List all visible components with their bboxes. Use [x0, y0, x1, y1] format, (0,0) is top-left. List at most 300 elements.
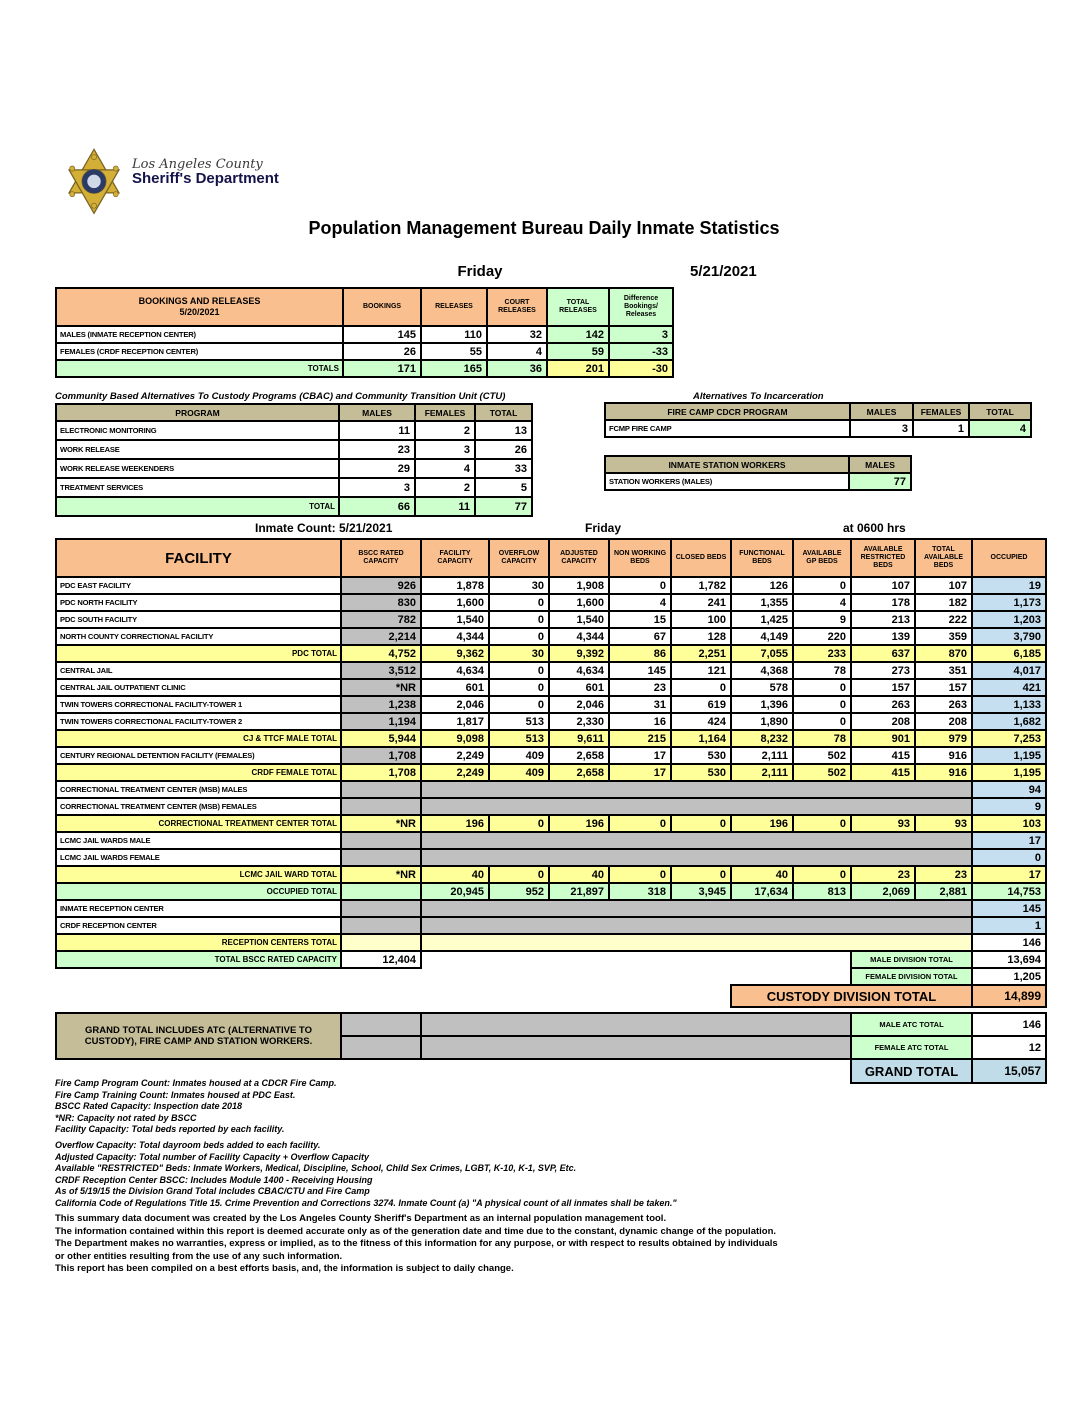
- facility-cell: 13,694: [972, 951, 1046, 968]
- facility-cell: 0: [609, 815, 671, 832]
- facility-row: [56, 781, 1046, 798]
- facility-cell: 359: [915, 628, 972, 645]
- facility-cell: 0: [671, 866, 731, 883]
- facility-cell: 1,195: [972, 747, 1046, 764]
- facility-cell: 0: [489, 679, 549, 696]
- bookings-header-title: BOOKINGS AND RELEASES: [138, 296, 261, 306]
- facility-cell: 0: [489, 815, 549, 832]
- facility-row-label: CJ & TTCF MALE TOTAL: [56, 730, 341, 747]
- facility-cell: 7,253: [972, 730, 1046, 747]
- facility-cell: [341, 917, 421, 934]
- facility-cell: 0: [609, 577, 671, 594]
- facility-cell: [341, 883, 421, 900]
- facility-cell: 67: [609, 628, 671, 645]
- inmate-count-label: Inmate Count: 5/21/2021: [255, 521, 393, 535]
- cell: 110: [421, 326, 487, 343]
- col-available-restricted-beds: AVAILABLE RESTRICTED BEDS: [851, 539, 915, 577]
- facility-cell: 1,194: [341, 713, 421, 730]
- footnote-line: Facility Capacity: Total beds reported by each facility.: [55, 1124, 285, 1134]
- facility-cell: [421, 900, 972, 917]
- facility-cell: 145: [609, 662, 671, 679]
- cell: 3: [850, 420, 913, 437]
- cbac-table: [55, 403, 533, 517]
- footnote-line: *NR: Capacity not rated by BSCC: [55, 1112, 197, 1123]
- col-total: TOTAL: [475, 404, 532, 421]
- facility-row: [56, 917, 1046, 934]
- cell: 171: [343, 360, 421, 377]
- facility-cell: 23: [609, 679, 671, 696]
- col-available-gp-beds: AVAILABLE GP BEDS: [793, 539, 851, 577]
- facility-row-label: PDC EAST FACILITY: [56, 577, 341, 594]
- facility-cell: 21,897: [549, 883, 609, 900]
- facility-cell: [421, 781, 972, 798]
- facility-cell: 2,881: [915, 883, 972, 900]
- facility-cell: *NR: [341, 815, 421, 832]
- facility-cell: 409: [489, 764, 549, 781]
- cell: 36: [487, 360, 547, 377]
- facility-cell: 813: [793, 883, 851, 900]
- facility-cell: 4: [609, 594, 671, 611]
- facility-cell: 139: [851, 628, 915, 645]
- footnotes-group-1: [55, 1078, 337, 1136]
- col-functional-beds: FUNCTIONAL BEDS: [731, 539, 793, 577]
- col-males: MALES: [850, 403, 913, 420]
- facility-row-label: CORRECTIONAL TREATMENT CENTER (MSB) FEMALES: [56, 798, 341, 815]
- facility-row-label: PDC TOTAL: [56, 645, 341, 662]
- facility-row-label: NORTH COUNTY CORRECTIONAL FACILITY: [56, 628, 341, 645]
- male-atc-total-value: 146: [972, 1013, 1046, 1036]
- facility-cell: 530: [671, 747, 731, 764]
- division-total-label: MALE DIVISION TOTAL: [851, 951, 972, 968]
- facility-cell: 157: [915, 679, 972, 696]
- facility-cell: 9,611: [549, 730, 609, 747]
- col-adjusted-capacity: ADJUSTED CAPACITY: [549, 539, 609, 577]
- agency-logo-block: [62, 146, 279, 218]
- facility-cell: 415: [851, 764, 915, 781]
- facility-cell: 16: [609, 713, 671, 730]
- facility-row: [56, 679, 1046, 696]
- facility-cell: [421, 951, 851, 968]
- cell: 165: [421, 360, 487, 377]
- cell: 4: [415, 459, 475, 478]
- col-bscc-rated-capacity: BSCC RATED CAPACITY: [341, 539, 421, 577]
- facility-cell: 1,205: [972, 968, 1046, 985]
- footnote-line: Available "RESTRICTED" Beds: Inmate Workers, Medical, Discipline, School, Child Sex Crimes, LGBT, K-10, K-1, SVP, Etc.: [55, 1163, 577, 1173]
- facility-cell: 14,899: [972, 985, 1046, 1007]
- facility-cell: 93: [851, 815, 915, 832]
- facility-row: [56, 696, 1046, 713]
- grand-total-block: [55, 1012, 1047, 1084]
- facility-row-label: CORRECTIONAL TREATMENT CENTER TOTAL: [56, 815, 341, 832]
- cbac-row: [56, 478, 532, 497]
- disclaimer-line: or other entities resulting from the use of any such information.: [55, 1250, 343, 1262]
- facility-cell: *NR: [341, 679, 421, 696]
- facility-cell: 1,708: [341, 747, 421, 764]
- facility-cell: 86: [609, 645, 671, 662]
- facility-cell: 208: [915, 713, 972, 730]
- col-overflow-capacity: OVERFLOW CAPACITY: [489, 539, 549, 577]
- facility-cell: 31: [609, 696, 671, 713]
- footnotes-group-2: [55, 1140, 677, 1209]
- facility-cell: 870: [915, 645, 972, 662]
- footnote-line: BSCC Rated Capacity: Inspection date 2018: [55, 1101, 243, 1111]
- bookings-row-males: [56, 326, 673, 343]
- facility-cell: 979: [915, 730, 972, 747]
- facility-cell: 17: [972, 866, 1046, 883]
- facility-cell: 1,425: [731, 611, 793, 628]
- facility-cell: 23: [915, 866, 972, 883]
- cbac-row: [56, 440, 532, 459]
- cell: 26: [475, 440, 532, 459]
- facility-row-label: TWIN TOWERS CORRECTIONAL FACILITY-TOWER 2: [56, 713, 341, 730]
- facility-cell: 2,658: [549, 764, 609, 781]
- report-day: Friday: [457, 263, 503, 280]
- facility-cell: [341, 832, 421, 849]
- disclaimer-line: This summary data document was created by the Los Angeles County Sheriff's Department as an internal population management tool.: [55, 1213, 667, 1224]
- facility-cell: 0: [793, 713, 851, 730]
- row-label: WORK RELEASE WEEKENDERS: [56, 459, 339, 478]
- disclaimer-line: This report has been compiled on a best efforts basis, and, the information is subject to daily change.: [55, 1263, 514, 1274]
- sheriff-star-badge-icon: [62, 146, 126, 218]
- facility-cell: [56, 985, 731, 1007]
- facility-cell: 103: [972, 815, 1046, 832]
- col-total-available-beds: TOTAL AVAILABLE BEDS: [915, 539, 972, 577]
- facility-row: [56, 985, 1046, 1007]
- station-workers-table: [604, 455, 912, 491]
- facility-row-label: CRDF RECEPTION CENTER: [56, 917, 341, 934]
- facility-cell: 1,682: [972, 713, 1046, 730]
- facility-cell: 9,392: [549, 645, 609, 662]
- col-non-working-beds: NON WORKING BEDS: [609, 539, 671, 577]
- male-atc-total-label: MALE ATC TOTAL: [851, 1013, 972, 1036]
- col-males: MALES: [339, 404, 415, 421]
- row-label: TREATMENT SERVICES: [56, 478, 339, 497]
- facility-cell: 23: [851, 866, 915, 883]
- col-females: FEMALES: [913, 403, 969, 420]
- facility-cell: 1: [972, 917, 1046, 934]
- col-males: MALES: [849, 456, 911, 473]
- facility-cell: 4,752: [341, 645, 421, 662]
- facility-row: [56, 645, 1046, 662]
- facility-cell: 2,249: [421, 764, 489, 781]
- facility-row-label: TWIN TOWERS CORRECTIONAL FACILITY-TOWER 1: [56, 696, 341, 713]
- bookings-releases-table: [55, 287, 674, 378]
- spacer-cell: [421, 1013, 851, 1036]
- station-workers-row: [605, 473, 911, 490]
- facility-cell: 0: [793, 866, 851, 883]
- facility-cell: 0: [793, 815, 851, 832]
- facility-row: [56, 849, 1046, 866]
- facility-cell: 0: [793, 679, 851, 696]
- cell: 201: [547, 360, 609, 377]
- facility-row: [56, 713, 1046, 730]
- facility-cell: 12,404: [341, 951, 421, 968]
- facility-cell: 107: [915, 577, 972, 594]
- col-court-releases: COURT RELEASES: [487, 288, 547, 326]
- fire-camp-table: [604, 402, 1032, 438]
- facility-cell: 0: [489, 628, 549, 645]
- facility-row-label: CENTRAL JAIL OUTPATIENT CLINIC: [56, 679, 341, 696]
- footnote-line: CRDF Reception Center BSCC: Includes Module 1400 - Receiving Housing: [55, 1174, 373, 1185]
- facility-cell: 8,232: [731, 730, 793, 747]
- cell: 77: [849, 473, 911, 490]
- cell: 3: [339, 478, 415, 497]
- facility-cell: 2,069: [851, 883, 915, 900]
- facility-cell: 916: [915, 764, 972, 781]
- facility-statistics-table: [55, 538, 1047, 1008]
- cell: 3: [415, 440, 475, 459]
- facility-row: [56, 798, 1046, 815]
- facility-cell: [421, 917, 972, 934]
- cell: 3: [609, 326, 673, 343]
- cell: 145: [343, 326, 421, 343]
- facility-cell: 1,540: [549, 611, 609, 628]
- facility-cell: 1,396: [731, 696, 793, 713]
- facility-cell: 1,355: [731, 594, 793, 611]
- facility-cell: [341, 934, 421, 951]
- cbac-totals-row: [56, 497, 532, 516]
- col-occupied: OCCUPIED: [972, 539, 1046, 577]
- facility-cell: 351: [915, 662, 972, 679]
- facility-row-label: CENTRAL JAIL: [56, 662, 341, 679]
- facility-row-label: CRDF FEMALE TOTAL: [56, 764, 341, 781]
- facility-cell: 1,133: [972, 696, 1046, 713]
- facility-cell: 1,782: [671, 577, 731, 594]
- facility-row-label: PDC NORTH FACILITY: [56, 594, 341, 611]
- facility-cell: 213: [851, 611, 915, 628]
- facility-cell: [421, 798, 972, 815]
- facility-cell: 121: [671, 662, 731, 679]
- cell: 2: [415, 478, 475, 497]
- cell: 66: [339, 497, 415, 516]
- facility-cell: 513: [489, 730, 549, 747]
- facility-cell: 0: [972, 849, 1046, 866]
- facility-cell: 7,055: [731, 645, 793, 662]
- facility-cell: 318: [609, 883, 671, 900]
- facility-row-label: LCMC JAIL WARDS FEMALE: [56, 849, 341, 866]
- facility-cell: 916: [915, 747, 972, 764]
- cbac-row: [56, 421, 532, 440]
- facility-row: [56, 611, 1046, 628]
- spacer-cell: [341, 1036, 421, 1059]
- cell: 26: [343, 343, 421, 360]
- cbac-row: [56, 459, 532, 478]
- footnote-line: Fire Camp Program Count: Inmates housed at a CDCR Fire Camp.: [55, 1078, 337, 1088]
- facility-cell: [341, 900, 421, 917]
- disclaimer: [55, 1213, 778, 1276]
- facility-cell: [56, 968, 851, 985]
- facility-cell: 502: [793, 764, 851, 781]
- facility-row-label: CORRECTIONAL TREATMENT CENTER (MSB) MALES: [56, 781, 341, 798]
- facility-row: [56, 866, 1046, 883]
- col-total-releases: TOTAL RELEASES: [547, 288, 609, 326]
- facility-cell: 17,634: [731, 883, 793, 900]
- facility-row: [56, 968, 1046, 985]
- facility-row-label: LCMC JAIL WARD TOTAL: [56, 866, 341, 883]
- facility-cell: 208: [851, 713, 915, 730]
- facility-row-label: RECEPTION CENTERS TOTAL: [56, 934, 341, 951]
- facility-cell: 94: [972, 781, 1046, 798]
- facility-cell: 9: [793, 611, 851, 628]
- facility-cell: 3,945: [671, 883, 731, 900]
- facility-cell: 782: [341, 611, 421, 628]
- facility-cell: 2,330: [549, 713, 609, 730]
- facility-row: [56, 934, 1046, 951]
- facility-cell: 2,046: [421, 696, 489, 713]
- facility-cell: 40: [731, 866, 793, 883]
- facility-cell: 2,249: [421, 747, 489, 764]
- facility-cell: 1,708: [341, 764, 421, 781]
- facility-cell: 182: [915, 594, 972, 611]
- facility-cell: 9,362: [421, 645, 489, 662]
- facility-row: [56, 730, 1046, 747]
- footnote-line: Adjusted Capacity: Total number of Facility Capacity + Overflow Capacity: [55, 1151, 369, 1162]
- totals-label: TOTALS: [56, 360, 343, 377]
- facility-row: [56, 628, 1046, 645]
- footnote-line: Overflow Capacity: Total dayroom beds added to each facility.: [55, 1140, 321, 1150]
- facility-cell: 196: [421, 815, 489, 832]
- cell: 23: [339, 440, 415, 459]
- cell: 11: [415, 497, 475, 516]
- facility-cell: [341, 798, 421, 815]
- facility-cell: 415: [851, 747, 915, 764]
- facility-cell: 619: [671, 696, 731, 713]
- facility-row: [56, 764, 1046, 781]
- facility-cell: 146: [972, 934, 1046, 951]
- facility-cell: 2,214: [341, 628, 421, 645]
- facility-cell: 4,149: [731, 628, 793, 645]
- facility-cell: 5,944: [341, 730, 421, 747]
- inmate-count-day: Friday: [585, 521, 622, 535]
- footnote-line: As of 5/19/15 the Division Grand Total includes CBAC/CTU and Fire Camp: [55, 1186, 370, 1196]
- facility-cell: 263: [851, 696, 915, 713]
- facility-cell: 0: [489, 866, 549, 883]
- facility-cell: 196: [731, 815, 793, 832]
- cell: 1: [913, 420, 969, 437]
- facility-cell: 241: [671, 594, 731, 611]
- facility-cell: 1,203: [972, 611, 1046, 628]
- facility-cell: 6,185: [972, 645, 1046, 662]
- grand-total-value: 15,057: [972, 1059, 1046, 1083]
- cell: -30: [609, 360, 673, 377]
- grand-block-row: [56, 1013, 1046, 1036]
- facility-row: [56, 951, 1046, 968]
- facility-cell: 40: [421, 866, 489, 883]
- spacer-cell: [421, 1036, 851, 1059]
- facility-cell: 601: [421, 679, 489, 696]
- facility-cell: [421, 934, 972, 951]
- facility-cell: 637: [851, 645, 915, 662]
- facility-cell: 502: [793, 747, 851, 764]
- facility-cell: 1,173: [972, 594, 1046, 611]
- facility-cell: 19: [972, 577, 1046, 594]
- cell: 59: [547, 343, 609, 360]
- facility-row: [56, 662, 1046, 679]
- division-total-label: FEMALE DIVISION TOTAL: [851, 968, 972, 985]
- facility-cell: 9: [972, 798, 1046, 815]
- bookings-totals-row: [56, 360, 673, 377]
- inmate-count-time: at 0600 hrs: [843, 521, 906, 535]
- facility-row-label: LCMC JAIL WARDS MALE: [56, 832, 341, 849]
- facility-cell: 17: [972, 832, 1046, 849]
- facility-cell: [341, 849, 421, 866]
- facility-cell: 0: [489, 696, 549, 713]
- cell: 4: [969, 420, 1031, 437]
- bookings-row-females: [56, 343, 673, 360]
- facility-row-label: PDC SOUTH FACILITY: [56, 611, 341, 628]
- facility-cell: 20,945: [421, 883, 489, 900]
- fire-camp-row: [605, 420, 1031, 437]
- facility-cell: 3,790: [972, 628, 1046, 645]
- facility-cell: 2,111: [731, 764, 793, 781]
- facility-row: [56, 747, 1046, 764]
- facility-cell: 1,600: [421, 594, 489, 611]
- facility-cell: 2,658: [549, 747, 609, 764]
- cell: 11: [339, 421, 415, 440]
- cell: 5: [475, 478, 532, 497]
- facility-row-label: OCCUPIED TOTAL: [56, 883, 341, 900]
- cell: 55: [421, 343, 487, 360]
- col-releases: RELEASES: [421, 288, 487, 326]
- female-atc-total-label: FEMALE ATC TOTAL: [851, 1036, 972, 1059]
- facility-cell: 0: [793, 577, 851, 594]
- facility-row: [56, 594, 1046, 611]
- facility-cell: 215: [609, 730, 671, 747]
- cell: 13: [475, 421, 532, 440]
- row-label: STATION WORKERS (MALES): [605, 473, 849, 490]
- facility-cell: 2,111: [731, 747, 793, 764]
- col-facility-capacity: FACILITY CAPACITY: [421, 539, 489, 577]
- facility-cell: 0: [489, 594, 549, 611]
- facility-cell: *NR: [341, 866, 421, 883]
- grand-total-label: GRAND TOTAL: [851, 1059, 972, 1083]
- facility-row-label: INMATE RECEPTION CENTER: [56, 900, 341, 917]
- facility-cell: 0: [671, 815, 731, 832]
- facility-cell: 4,368: [731, 662, 793, 679]
- facility-row-label: TOTAL BSCC RATED CAPACITY: [56, 951, 341, 968]
- bookings-header-date: 5/20/2021: [179, 307, 220, 317]
- custody-division-total-label: CUSTODY DIVISION TOTAL: [731, 985, 972, 1007]
- facility-cell: 100: [671, 611, 731, 628]
- facility-cell: 15: [609, 611, 671, 628]
- facility-cell: 17: [609, 747, 671, 764]
- cell: 29: [339, 459, 415, 478]
- facility-cell: 9,098: [421, 730, 489, 747]
- station-workers-header: INMATE STATION WORKERS: [605, 456, 849, 473]
- facility-cell: 263: [915, 696, 972, 713]
- facility-row: [56, 815, 1046, 832]
- facility-cell: 1,238: [341, 696, 421, 713]
- row-label: MALES (INMATE RECEPTION CENTER): [56, 326, 343, 343]
- cell: 4: [487, 343, 547, 360]
- cell: 32: [487, 326, 547, 343]
- cbac-title: Community Based Alternatives To Custody Programs (CBAC) and Community Transition Unit (CTU): [55, 391, 506, 402]
- facility-cell: 0: [489, 662, 549, 679]
- row-label: FCMP FIRE CAMP: [605, 420, 850, 437]
- disclaimer-line: The Department makes no warranties, express or implied, as to the fitness of this information for any purpose, or with respect to results obtained by individuals: [55, 1238, 778, 1249]
- facility-cell: 273: [851, 662, 915, 679]
- col-difference: Difference Bookings/ Releases: [609, 288, 673, 326]
- cell: -33: [609, 343, 673, 360]
- facility-cell: 4,634: [421, 662, 489, 679]
- facility-cell: 952: [489, 883, 549, 900]
- facility-cell: 926: [341, 577, 421, 594]
- facility-cell: [421, 832, 972, 849]
- facility-cell: 0: [609, 866, 671, 883]
- bookings-header-cell: [56, 288, 343, 326]
- facility-cell: 93: [915, 815, 972, 832]
- totals-label: TOTAL: [56, 497, 339, 516]
